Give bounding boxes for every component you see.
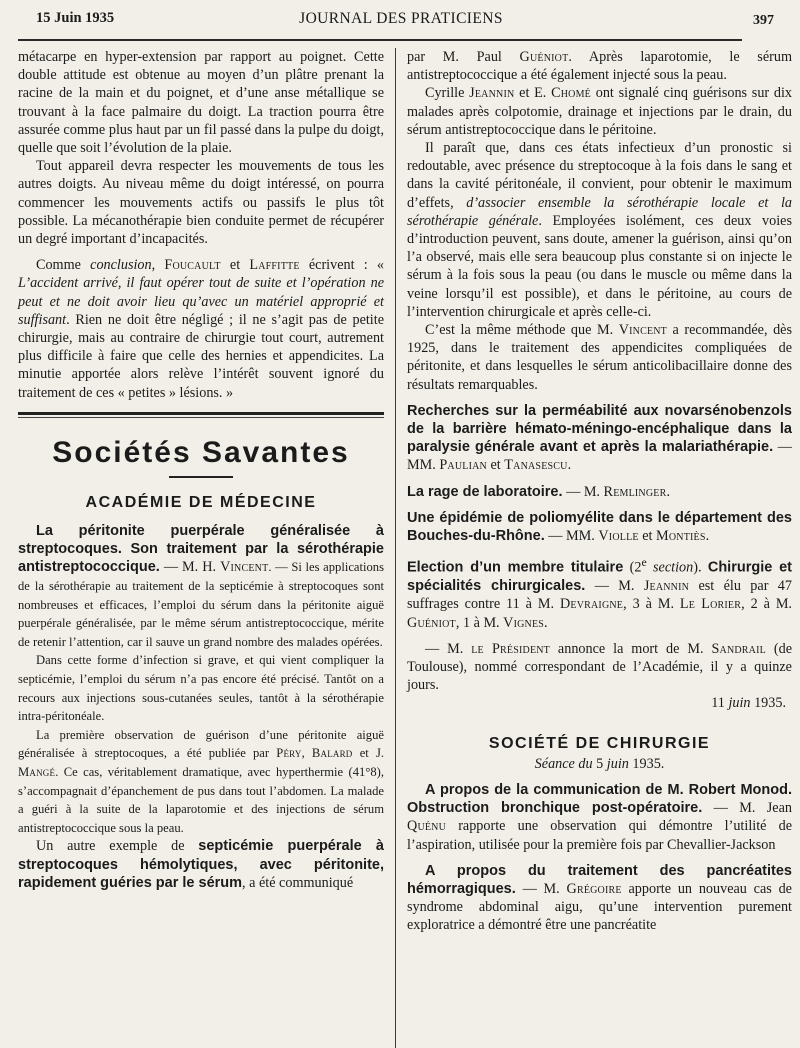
paragraph-premiere-observation: La première observation de guérison d’une péritonite aiguë généralisée à streptocoques, a été publiée par Péry, Balard et J. Mangé. Ce cas, véritablement dramatique, avec hyperthermie (41°8), s’accompagnait d’épanchement de pus dans tout l’abdomen. La malade a guéri à la suite de la laparotomie et des injections de sérum antistreptococcique sous la peau. xyxy=(18,727,385,835)
title-dash xyxy=(169,476,233,478)
paragraph-autre-exemple: Un autre exemple de septicémie puerpérale à streptocoques hémolytiques, avec péritonite, rapidement guéries par le sérum, a été communiqué xyxy=(18,838,384,891)
seance-date: Séance du 5 juin 1935. xyxy=(534,755,665,772)
page-header xyxy=(18,10,784,34)
column-divider xyxy=(395,48,396,1048)
academie-heading: ACADÉMIE DE MÉDECINE xyxy=(85,493,317,511)
paragraph-pronostic: Il paraît que, dans ces états infectieux d’un pronostic si redoutable, avec présence du streptocoque à la fois dans le sang et dans la cavité péritonéale, il convient, pour obtenir le maximum d’effets, d’associer ensemble la sérothérapie locale et la sérothérapie générale. Employées isolément, ces deux voies d’introduction peuvent, sans doute, amener la guérison, ainsi qu’on l’a observé, mais elle sera beaucoup plus constante si on injecte le sérum à la fois sous la peau (ou dans le muscle ou même dans la veine lorsqu’il est possible), et dans le péritoine, au cours de l’intervention chirurgicale et après celle-ci. xyxy=(407,140,792,320)
article-election: Election d’un membre titulaire (2e section). Chirurgie et spécialités chirurgicales. — M. Jeannin est élu par 47 suffrages contre 11 à M. Devraigne, 3 à M. Le Lorier, 2 à M. Guéniot, 1 à M. Vignes. xyxy=(407,555,793,631)
paragraph-gueniot: par M. Paul Guéniot. Après laparotomie, le sérum antistreptococcique a été également injecté sous la peau. xyxy=(407,49,792,84)
right-column xyxy=(407,48,792,935)
section-title: Sociétés Savantes xyxy=(52,435,350,469)
journal-title: JOURNAL DES PRATICIENS xyxy=(299,10,503,27)
section-rule xyxy=(18,412,384,418)
paragraph-vincent: C’est la même méthode que M. Vincent a recommandée, dès 1925, dans le traitement des appendicites compliquées de péritonite, et dans lesquelles le sérum anticolibacillaire donne des résultats remarquables. xyxy=(407,322,792,393)
article-permeabilite: Recherches sur la perméabilité aux novarsénobenzols de la barrière hémato-méningo-encéphalique dans la paralysie générale avant et après la malariathérapie. — MM. Paulian et Tanasescu. xyxy=(407,402,792,474)
article-rage: La rage de laboratoire. — M. Remlinger. xyxy=(407,483,671,500)
paragraph-conclusion: Comme conclusion, Foucault et Laffitte écrivent : « L’accident arrivé, il faut opérer tout de suite et l’opération ne peut et ne doit avoir lieu qu’avec un matériel approprié et suffisant. Rien ne doit être négligé ; il ne s’agit pas de petite chirurgie, mais au contraire de chirurgie tout court, autrement plus difficile à faire que celle des hernies et appendicites. La minutie apportée alors relève l’intérêt souvent ignoré du traitement de ces « petites » lésions. » xyxy=(18,257,384,401)
left-column xyxy=(18,48,384,892)
paragraph-president: — M. le Président annonce la mort de M. Sandrail (de Toulouse), nommé correspondant de l’Académie, il y a quinze jours. xyxy=(407,640,792,694)
header-rule xyxy=(18,39,742,41)
paragraph-metacarpe: métacarpe en hyper-extension par rapport au poignet. Cette double attitude est obtenue au moyen d’un plâtre prenant la racine de la main et du poignet, et d’une anse métallique se trouvant à la face palmaire du doigt. La traction pourra être assurée comme plus haut par un fil passé dans la pulpe du doigt, quelle que soit l’évolution de la plaie. xyxy=(18,49,384,157)
issue-date: 15 Juin 1935 xyxy=(36,10,115,26)
chirurgie-heading: SOCIÉTÉ DE CHIRURGIE xyxy=(488,734,711,752)
article-poliomyelite: Une épidémie de poliomyélite dans le département des Bouches-du-Rhône. — MM. Violle et Montiès. xyxy=(407,509,792,545)
page-number: 397 xyxy=(753,13,774,28)
article-peritonite: La péritonite puerpérale généralisée à streptocoques. Son traitement par la sérothérapie antistreptococcique. — M. H. Vincent. — Si les applications de la sérothérapie au traitement de la septicémie à streptocoques sont nombreuses et efficaces, l’emploi du sérum dans la péritonite aiguë puerpérale généralisée, par le même sérum antistreptococcique, mérite de retenir l’attention, car il sauve un grand nombre des malades opérées. xyxy=(18,523,384,649)
paragraph-appareil: Tout appareil devra respecter les mouvements de tous les autres doigts. Au niveau même du doigt intéressé, on pourra commencer les mouvements actifs ou passifs le plus tôt possible. La mécanothérapie bien conduite permet de récupérer un degré important d’incapacités. xyxy=(18,158,384,248)
paragraph-jeannin: Cyrille Jeannin et E. Chomé ont signalé cinq guérisons sur dix malades après colpotomie, drainage et injections par le drain, du sérum antistreptococcique dans le péritoine. xyxy=(407,85,793,138)
article-pancreatites: A propos du traitement des pancréatites hémorragiques. — M. Grégoire apporte un nouveau cas de syndrome abdominal aigu, qu’une intervention purement exploratrice a démontré être une pancréatite xyxy=(407,862,792,934)
paragraph-forme-infection: Dans cette forme d’infection si grave, et qui vient compliquer la septicémie, l’emploi du sérum n’a pas encore été précisé. Tantôt on a recours aux injections sous-cutanées seules, tantôt à la sérothérapie intra-péritonéale. xyxy=(18,653,384,724)
article-monod: A propos de la communication de M. Robert Monod. Obstruction bronchique post-opératoire. — M. Jean Quénu rapporte une observation qui démontre l’utilité de l’aspiration, utilisée pour la première fois par Chevallier-Jackson xyxy=(407,782,792,853)
closing-date: 11 juin 1935. xyxy=(711,695,786,712)
